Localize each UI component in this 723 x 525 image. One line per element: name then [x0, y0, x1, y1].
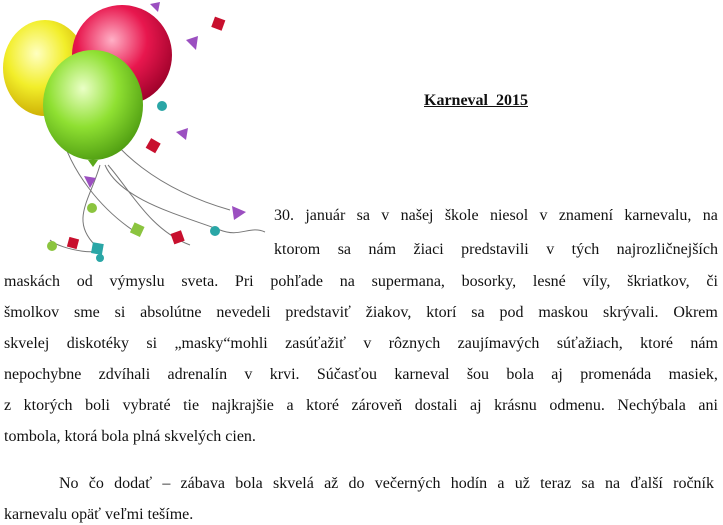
text-line: nepochybne zdvíhali adrenalín v krvi. Súčasťou karneval šou bola aj promenáda masiek,	[4, 366, 718, 383]
text-line: 30. január sa v našej škole niesol v znamení karnevalu, na	[274, 207, 718, 224]
text-line: No čo dodať – zábava bola skvelá až do večerných hodín a už teraz sa na ďalší ročník	[59, 475, 714, 492]
green-balloon	[43, 50, 143, 160]
text-line: šmolkov sme si absolútne nevedeli predstaviť žiakov, ktorí sa pod maskou skrývali. Okrem	[4, 304, 718, 321]
text-line: ktorom sa nám žiaci predstavili v tých najrozličnejších	[274, 241, 718, 258]
balloons-icon	[0, 0, 270, 265]
text-line: maskách od výmyslu sveta. Pri pohľade na supermana, bosorky, lesné víly, škriatkov, či	[4, 273, 718, 290]
text-line: karnevalu opäť veľmi tešíme.	[4, 506, 194, 523]
text-line: tombola, ktorá bola plná skvelých cien.	[4, 428, 256, 445]
text-line: z ktorých boli vybraté tie najkrajšie a ktoré zároveň dostali aj krásnu odmenu. Nechýbala ani	[4, 397, 718, 414]
page-title: Karneval 2015	[424, 92, 528, 109]
text-line: skvelej diskotéky si „masky“mohli zasúťažiť v rôznych zaujímavých súťažiach, ktoré nám	[4, 335, 718, 352]
